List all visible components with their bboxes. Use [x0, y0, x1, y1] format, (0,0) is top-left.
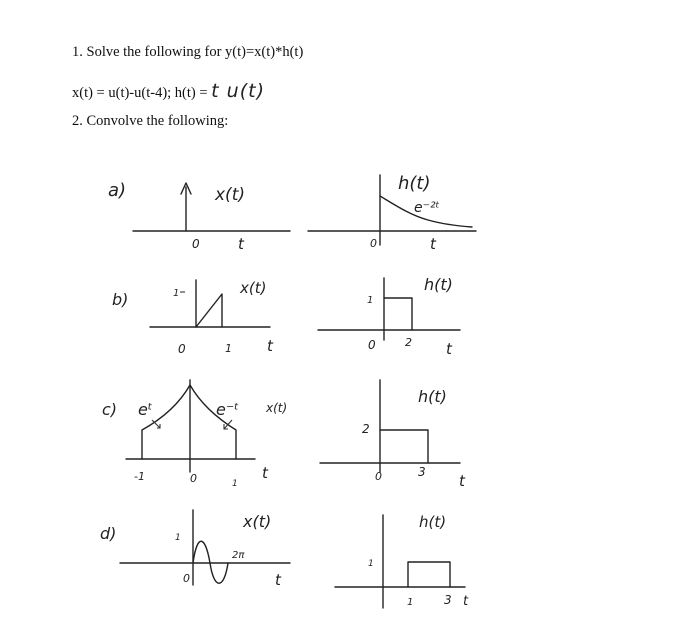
- part-c-x-right-expr: e⁻ᵗ: [216, 400, 240, 419]
- part-a-x-plot: [133, 183, 290, 253]
- part-c-x-tick-0: 0: [190, 472, 197, 485]
- part-b-x-plot: [150, 279, 274, 356]
- part-d-x-sine: [193, 541, 228, 583]
- part-d-x-tick-t: t: [275, 571, 281, 589]
- part-a-x-tick-0: 0: [192, 237, 200, 251]
- part-d-x-plot: [120, 510, 290, 589]
- part-b-h-tick-t: t: [446, 340, 452, 358]
- problem-2-heading: 2. Convolve the following:: [72, 113, 229, 129]
- part-d-h-plot: [335, 513, 469, 609]
- part-d-h-tick-1: 1: [407, 597, 414, 608]
- part-a-h-plot: [308, 173, 476, 253]
- part-b-x-tick-0: 0: [178, 342, 186, 356]
- part-d-h-tick-1-y: 1: [368, 559, 374, 569]
- part-a-x-tick-t: t: [238, 235, 244, 253]
- part-c-h-tick-3: 3: [418, 465, 426, 479]
- part-c-x-label: x(t): [266, 401, 288, 415]
- part-c-right-arrow-mark: [224, 420, 232, 429]
- part-d-h-tick-3: 3: [444, 593, 452, 607]
- part-c-x-tick-t: t: [262, 464, 268, 482]
- part-b-x-label: x(t): [240, 279, 267, 297]
- part-b-h-tick-2: 2: [405, 336, 412, 349]
- problem-1-heading: 1. Solve the following for y(t)=x(t)*h(t): [72, 44, 304, 60]
- part-a-h-tick-t: t: [430, 235, 436, 253]
- part-c-h-tick-t: t: [459, 472, 465, 490]
- part-b-x-tick-t: t: [267, 337, 273, 355]
- part-a-h-tick-0: 0: [370, 237, 377, 250]
- part-c-x-tick-1: 1: [232, 479, 238, 489]
- part-d-label: d): [100, 524, 117, 543]
- part-d-x-tick-0: 0: [183, 572, 190, 585]
- part-b-x-tick-1: 1: [225, 342, 232, 355]
- part-b-x-ramp: [196, 294, 222, 327]
- part-c-x-left-expr: eᵗ: [138, 400, 153, 419]
- part-c-h-tick-0: 0: [375, 470, 382, 483]
- part-b-h-tick-0: 0: [368, 338, 376, 352]
- part-c-h-plot: [320, 380, 466, 490]
- part-d-x-tick-1-y: 1: [175, 533, 181, 543]
- part-c-x-tick-neg1: -1: [134, 470, 145, 483]
- part-b-h-rect: [384, 298, 412, 330]
- problem-1-given-text: x(t) = u(t)-u(t-4); h(t) =: [72, 85, 212, 101]
- part-b-x-tick-1-y: 1: [173, 288, 180, 299]
- part-a-h-expr: e⁻²ᵗ: [414, 200, 440, 216]
- part-c-h-tick-2-y: 2: [362, 422, 370, 436]
- part-b-label: b): [112, 290, 129, 309]
- part-c-h-label: h(t): [418, 387, 447, 406]
- part-d-x-label: x(t): [243, 512, 272, 531]
- part-c-x-plot: [126, 380, 287, 489]
- part-c-h-rect: [380, 430, 428, 463]
- part-d-x-tick-2pi: 2π: [232, 550, 245, 561]
- part-b-h-tick-1-y: 1: [367, 295, 374, 306]
- part-b-h-label: h(t): [424, 275, 453, 294]
- part-a-h-label: h(t): [398, 173, 431, 194]
- part-a-label: a): [108, 180, 127, 201]
- part-d-h-label: h(t): [419, 513, 447, 531]
- problem-1-handwritten-h: t u(t): [211, 80, 265, 102]
- part-c-label: c): [102, 400, 118, 419]
- part-d-h-tick-t: t: [463, 594, 469, 609]
- part-a-x-label: x(t): [215, 185, 245, 205]
- part-b-h-plot: [318, 275, 460, 358]
- part-d-h-rect: [408, 562, 450, 587]
- part-c-x-curve: [142, 385, 236, 459]
